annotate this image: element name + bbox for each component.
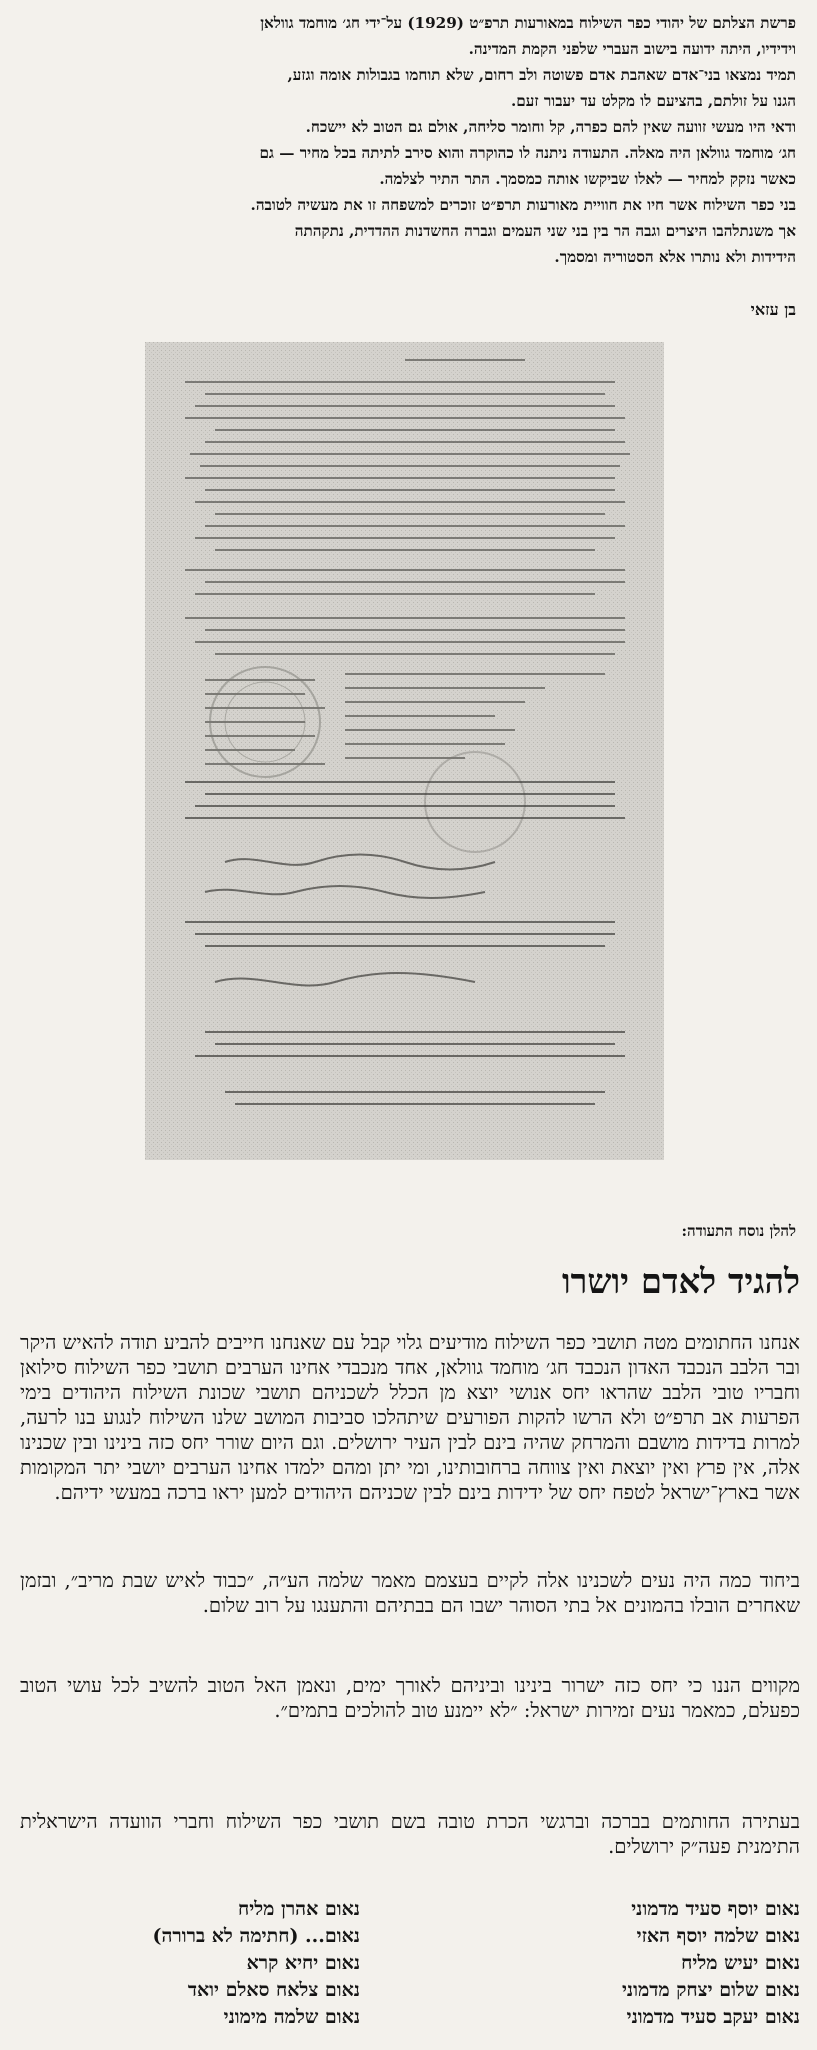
signature-line: נאום שלמה מימוני — [223, 2006, 360, 2028]
signature-line: נאום שלום יצחק מדמוני — [621, 1979, 800, 2001]
paragraph-text: בעתירה החותמים בברכה וברגשי הכרת טובה בשם תושבי כפר השילוח וחברי הוועדה הישראלית התימנית פעה״ק ירושלים. — [20, 1810, 800, 1858]
signature-line: נאום יעקב סעיד מדמוני — [626, 2006, 800, 2028]
signature-line: נאום צלאח סאלם יואד — [187, 1979, 360, 2001]
intro-text — [21, 10, 796, 270]
signatures-list — [20, 1896, 800, 2031]
author-signature: בן עזאי — [750, 300, 796, 319]
certificate-paragraph-4 — [20, 1809, 800, 1859]
intro-line: בני כפר השילוח אשר חיו את חוויית מאורעות תרפ״ט זוכרים למשפחה זו את מעשיה לטובה. — [250, 196, 796, 214]
intro-line: ודאי היו מעשי זוועה שאין להם כפרה, קל וחומר סליחה, אולם גם הטוב לא יישכח. — [305, 118, 796, 136]
certificate-paragraph-2 — [20, 1568, 800, 1618]
signature-line: נאום... (חתימה לא ברורה) — [152, 1925, 360, 1947]
paragraph-text: אנחנו החתומים מטה תושבי כפר השילוח מודיעים גלוי קבל עם שאנחנו חייבים להביע תודה להאיש היקר ובר הלבב הנכבד האדון הנכבד חג׳ מוחמד גוולאן, אחד מנכבדי אחינו הערבים תושבי כפר השילוח סילואן וחבריו טובי הלבב שהראו יחס אנושי יוצא מן הכלל לשכניהם תושבי שכונת השילוח היהודים בימי הפרעות אב תרפ״ט ולא הרשו להקות הפורעים שיתהלכו סביבות המושב שלנו השילוח לנגוע בנו לרעה, למרות בדידות מושבם והמרחק שהיה בינם לבין העיר ירושלים. וגם היום שורר יחס כזה בינינו ובין שכנינו אלה, אין פרץ ואין יוצאת ואין צווחה ברחובותינו, ומי יתן ומהם ילמדו אחינו הערבים יושבי יתר המקומות אשר בארץ־ישראל לטפח יחס של ידידות בינם לבין שכניהם היהודים למען יראו ברכה במעשי ידיהם. — [20, 1331, 800, 1504]
signature-line: נאום יעיש מליח — [681, 1952, 800, 1974]
intro-line: וידידיו, היתה ידועה בישוב העברי שלפני הקמת המדינה. — [468, 40, 796, 58]
intro-line: פרשת הצלתם של יהודי כפר השילוח במאורעות תרפ״ט (1929) על־ידי חג׳ מוחמד גוולאן — [260, 14, 796, 32]
certificate-heading: להגיד לאדם יושרו — [561, 1262, 800, 1302]
intro-line: הגנו על זולתם, בהציעם לו מקלט עד יעבור זעם. — [510, 92, 796, 110]
paragraph-text: ביחוד כמה היה נעים לשכנינו אלה לקיים בעצמם מאמר שלמה הע״ה, ״כבוד לאיש שבת מריב״, ובזמן שאחרים הובלו בהמונים אל בתי הסוהר ישבו הם בבתיהם והתענגו על רוב שלום. — [20, 1569, 800, 1617]
signature-line: נאום שלמה יוסף האזי — [636, 1925, 800, 1947]
scanned-certificate-image — [145, 342, 664, 1160]
certificate-caption: להלן נוסח התעודה: — [681, 1222, 796, 1240]
signature-line: נאום יחיא קרא — [246, 1952, 360, 1974]
intro-line: אך משנתלהבו היצרים וגבה הר בין בני שני העמים וגברה החשדנות ההדדית, נתקהתה — [294, 222, 796, 240]
intro-line: כאשר נזקק למחיר — לאלו שביקשו אותה כמסמך. התר התיר לצלמה. — [379, 170, 796, 188]
certificate-paragraph-1 — [20, 1330, 800, 1505]
signature-line: נאום יוסף סעיד מדמוני — [631, 1898, 800, 1920]
intro-line: תמיד נמצאו בני־אדם שאהבת אדם פשוטה ולב רחום, שלא תוחמו בגבולות אומה וגזע, — [287, 66, 796, 84]
paragraph-text: מקווים הננו כי יחס כזה ישרור בינינו וביניהם לאורך ימים, ונאמן האל הטוב להשיב לכל עושי הטוב כפעלם, כמאמר נעים זמירות ישראל: ״לא יימנע טוב להולכים בתמים״. — [20, 1674, 800, 1722]
signature-line: נאום אהרן מליח — [237, 1898, 360, 1920]
certificate-paragraph-3 — [20, 1673, 800, 1723]
intro-line: חג׳ מוחמד גוולאן היה מאלה. התעודה ניתנה לו כהוקרה והוא סירב לתיתה בכל מחיר — גם — [259, 144, 796, 162]
certificate-photo-graphic — [145, 342, 664, 1160]
intro-line: הידידות ולא נותרו אלא הסטוריה ומסמך. — [554, 248, 796, 266]
